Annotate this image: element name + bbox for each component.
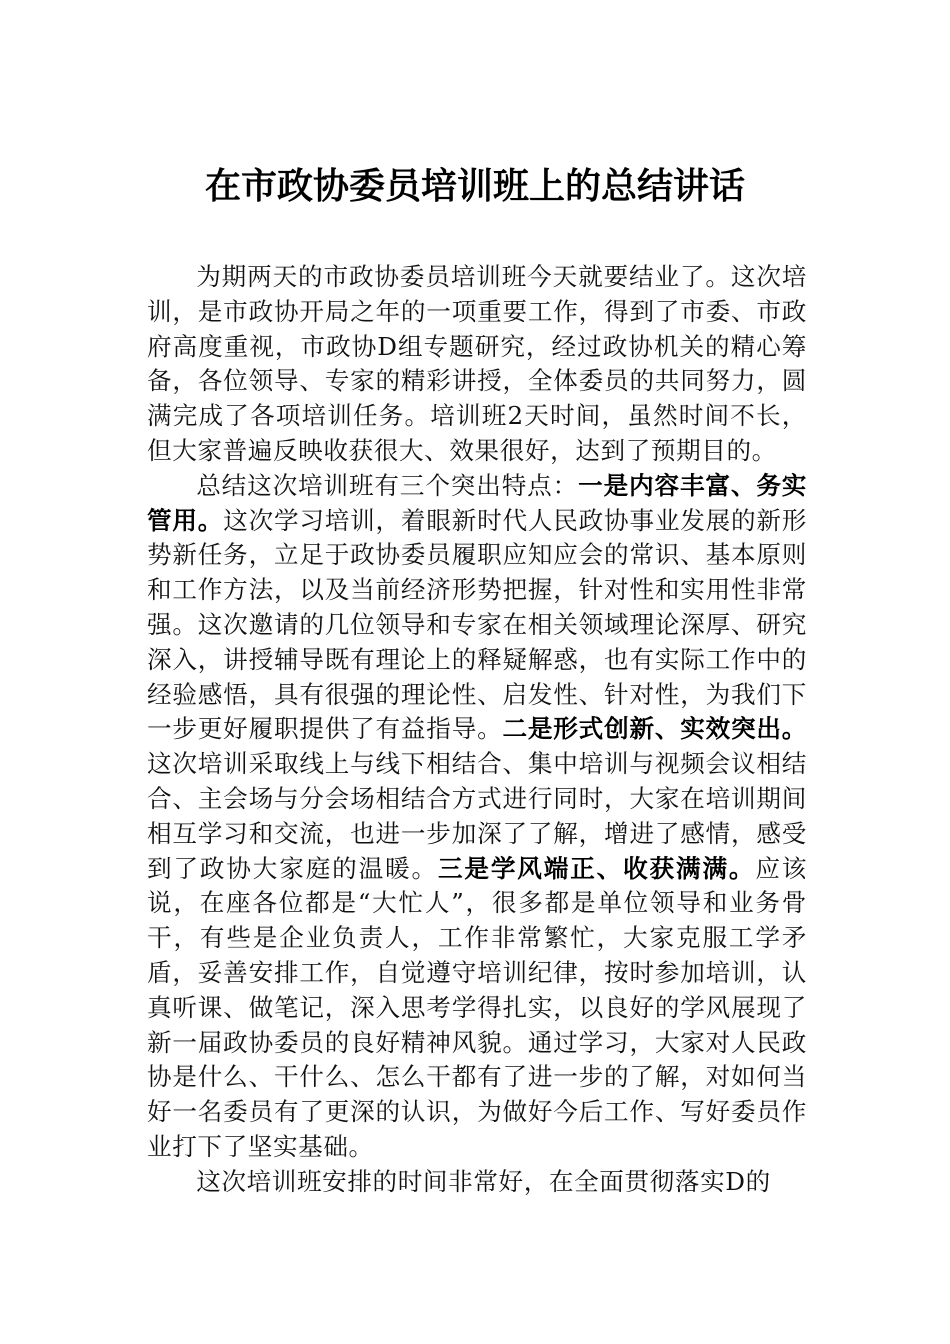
feature-1-heading: 一是内容丰富、务实管用。 [147,470,807,535]
feature-3-text: 应该说，在座各位都是“大忙人”，很多都是单位领导和业务骨干，有些是企业负责人，工作非常繁忙，大家克服工学矛盾，妥善安排工作，自觉遵守培训纪律，按时参加培训，认真听课、做笔记，深入思考学得扎实，以良好的学风展现了新一届政协委员的良好精神风貌。通过学习，大家对人民政协是什么、干什么、怎么干都有了进一步的了解，对如何当好一名委员有了更深的认识，为做好今后工作、写好委员作业打下了坚实基础。 [147,853,808,1161]
feature-2-text: 这次培训采取线上与线下相结合、集中培训与视频会议相结合、主会场与分会场相结合方式进行同时，大家在培训期间相互学习和交流，也进一步加深了了解，增进了感情，感受到了政协大家庭的温暖。 [147,749,807,883]
feature-1-text: 这次学习培训，着眼新时代人民政协事业发展的新形势新任务，立足于政协委员履职应知应会的常识、基本原则和工作方法，以及当前经济形势把握，针对性和实用性非常强。这次邀请的几位领导和专家在相关领域理论深厚、研究深入，讲授辅导既有理论上的释疑解惑，也有实际工作中的经验感悟，具有很强的理论性、启发性、针对性，为我们下一步更好履职提供了有益指导。 [147,505,807,744]
feature-3-heading: 三是学风端正、收获满满。 [437,853,756,883]
paragraph-opening: 为期两天的市政协委员培训班今天就要结业了。这次培训，是市政协开局之年的一项重要工作，得到了市委、市政府高度重视，市政协D组专题研究，经过政协机关的精心筹备，各位领导、专家的精彩讲授，全体委员的共同努力，圆满完成了各项培训任务。培训班2天时间，虽然时间不长，但大家普遍反映收获很大、效果很好，达到了预期目的。 [147,262,807,465]
document-title: 在市政协委员培训班上的总结讲话 [204,165,745,207]
paragraph-features [147,469,807,1165]
paragraph-closing: 这次培训班安排的时间非常好，在全面贯彻落实D的 [196,1166,771,1196]
feature-2-heading: 二是形式创新、实效突出。 [502,714,808,744]
features-intro: 总结这次培训班有三个突出特点： [196,470,579,500]
document-body [147,260,807,1200]
